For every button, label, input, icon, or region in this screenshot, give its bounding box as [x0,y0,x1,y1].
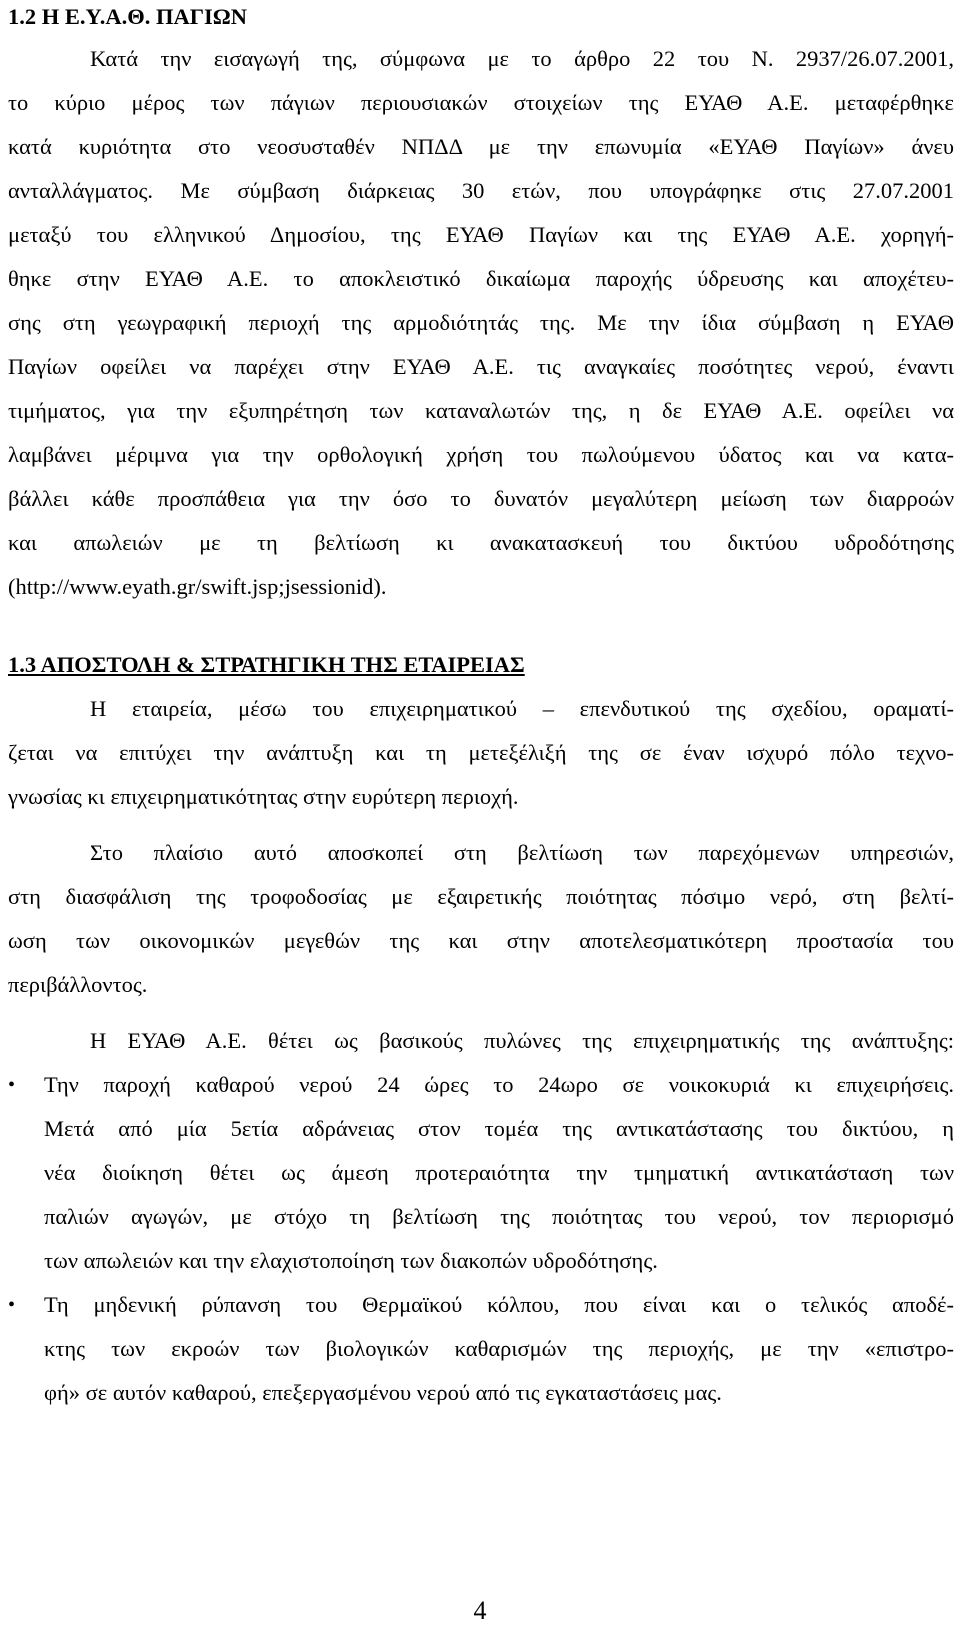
paragraph-line: μεταξύ του ελληνικού Δημοσίου, της ΕΥΑΘ Παγίων και της ΕΥΑΘ Α.Ε. χορηγή- [8,222,954,247]
paragraph-line: θηκε στην ΕΥΑΘ Α.Ε. το αποκλειστικό δικαίωμα παροχής ύδρευσης και αποχέτευ- [8,266,954,291]
bullet-icon: • [8,1074,16,1096]
paragraph-line: ανταλλάγματος. Με σύμβαση διάρκειας 30 ετών, που υπογράφηκε στις 27.07.2001 [8,178,954,203]
bullet-line: Μετά από μία 5ετία αδράνειας στον τομέα της αντικατάστασης του δικτύου, η [44,1116,954,1141]
paragraph-line: περιβάλλοντος. [8,972,148,997]
paragraph-line: τιμήματος, για την εξυπηρέτηση των καταναλωτών της, η δε ΕΥΑΘ Α.Ε. οφείλει να [8,398,954,423]
bullet-line: φή» σε αυτόν καθαρού, επεξεργασμένου νερού από τις εγκαταστάσεις μας. [44,1380,722,1405]
paragraph-line: και απωλειών με τη βελτίωση κι ανακατασκευή του δικτύου υδροδότησης [8,530,954,555]
paragraph-line: Κατά την εισαγωγή της, σύμφωνα με το άρθρο 22 του Ν. 2937/26.07.2001, [90,46,954,71]
paragraph-line: Η ΕΥΑΘ Α.Ε. θέτει ως βασικούς πυλώνες της επιχειρηματικής της ανάπτυξης: [90,1028,954,1053]
paragraph-line: Στο πλαίσιο αυτό αποσκοπεί στη βελτίωση των παρεχόμενων υπηρεσιών, [90,840,954,865]
paragraph-line: κατά κυριότητα στο νεοσυσταθέν ΝΠΔΔ με την επωνυμία «ΕΥΑΘ Παγίων» άνευ [8,134,954,159]
paragraph-line: ωση των οικονομικών μεγεθών της και στην αποτελεσματικότερη προστασία του [8,928,954,953]
paragraph-line: Παγίων οφείλει να παρέχει στην ΕΥΑΘ Α.Ε. τις αναγκαίες ποσότητες νερού, έναντι [8,354,954,379]
page-number: 4 [473,1596,487,1625]
bullet-line: Τη μηδενική ρύπανση του Θερμαϊκού κόλπου, που είναι και ο τελικός αποδέ- [44,1292,954,1317]
paragraph-line: ζεται να επιτύχει την ανάπτυξη και τη μετεξέλιξή της σε έναν ισχυρό πόλο τεχνο- [8,740,954,765]
bullet-line: κτης των εκροών των βιολογικών καθαρισμών της περιοχής, με την «επιστρο- [44,1336,954,1361]
paragraph-line: γνωσίας κι επιχειρηματικότητας στην ευρύτερη περιοχή. [8,784,519,809]
paragraph-line: στη διασφάλιση της τροφοδοσίας με εξαιρετικής ποιότητας πόσιμο νερό, στη βελτί- [8,884,954,909]
section-1-3-heading: 1.3 ΑΠΟΣΤΟΛΗ & ΣΤΡΑΤΗΓΙΚΗ ΤΗΣ ΕΤΑΙΡΕΙΑΣ [8,652,525,677]
paragraph-line: Η εταιρεία, μέσω του επιχειρηματικού – επενδυτικού της σχεδίου, οραματί- [90,696,954,721]
bullet-line: Την παροχή καθαρού νερού 24 ώρες το 24ωρο σε νοικοκυριά κι επιχειρήσεις. [44,1072,954,1097]
paragraph-line: το κύριο μέρος των πάγιων περιουσιακών στοιχείων της ΕΥΑΘ Α.Ε. μεταφέρθηκε [8,90,954,115]
paragraph-line: βάλλει κάθε προσπάθεια για την όσο το δυνατόν μεγαλύτερη μείωση των διαρροών [8,486,954,511]
bullet-line: των απωλειών και την ελαχιστοποίηση των διακοπών υδροδότησης. [44,1248,658,1273]
bullet-icon: • [8,1294,16,1316]
paragraph-line: σης στη γεωγραφική περιοχή της αρμοδιότητάς της. Με την ίδια σύμβαση η ΕΥΑΘ [8,310,954,335]
paragraph-line: λαμβάνει μέριμνα για την ορθολογική χρήση του πωλούμενου ύδατος και να κατα- [8,442,954,467]
section-1-2-heading: 1.2 Η Ε.Υ.Α.Θ. ΠΑΓΙΩΝ [8,4,248,29]
bullet-line: παλιών αγωγών, με στόχο τη βελτίωση της ποιότητας του νερού, τον περιορισμό [44,1204,954,1229]
reference-link-text: (http://www.eyath.gr/swift.jsp;jsessionid). [8,574,387,599]
bullet-line: νέα διοίκηση θέτει ως άμεση προτεραιότητα την τμηματική αντικατάσταση των [44,1160,954,1185]
